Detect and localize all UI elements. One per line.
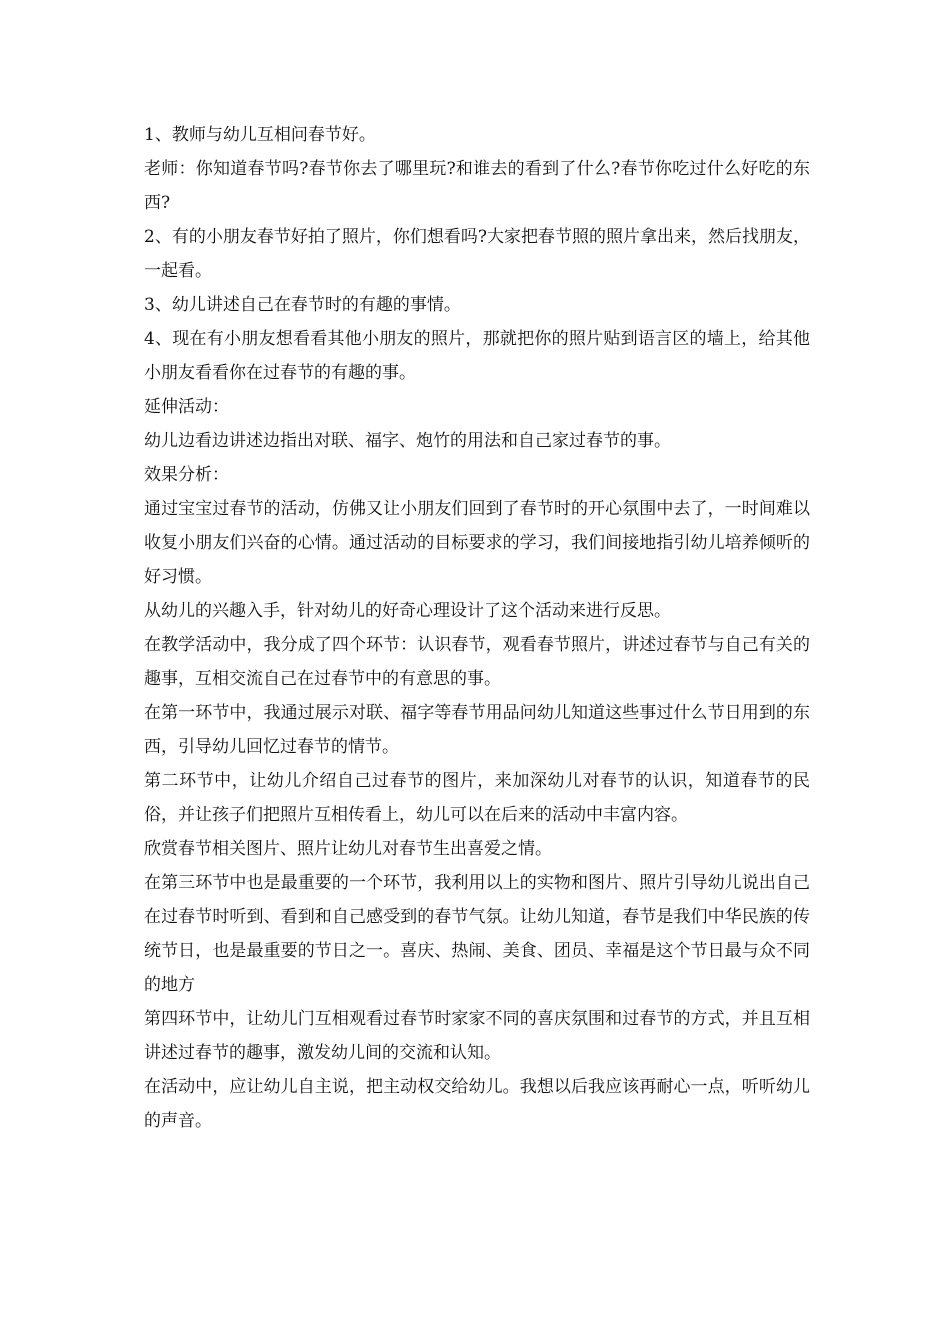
paragraph-12: 在第一环节中，我通过展示对联、福字等春节用品问幼儿知道这些事过什么节日用到的东西，引导幼儿回忆过春节的情节。 — [144, 703, 810, 757]
paragraph-13: 第二环节中，让幼儿介绍自己过春节的图片，来加深幼儿对春节的认识，知道春节的民俗，并让孩子们把照片互相传看上，幼儿可以在后来的活动中丰富内容。 — [144, 771, 810, 825]
paragraph-5: 4、现在有小朋友想看看其他小朋友的照片，那就把你的照片贴到语言区的墙上，给其他小朋友看看你在过春节的有趣的事。 — [144, 329, 810, 383]
paragraph-17: 在活动中，应让幼儿自主说，把主动权交给幼儿。我想以后我应该再耐心一点，听听幼儿的声音。 — [144, 1077, 810, 1131]
paragraph-10: 从幼儿的兴趣入手，针对幼儿的好奇心理设计了这个活动来进行反思。 — [144, 601, 671, 621]
paragraph-4: 3、幼儿讲述自己在春节时的有趣的事情。 — [144, 295, 461, 315]
paragraph-1: 1、教师与幼儿互相问春节好。 — [144, 125, 376, 145]
paragraph-14: 欣赏春节相关图片、照片让幼儿对春节生出喜爱之情。 — [144, 839, 552, 859]
paragraph-16: 第四环节中，让幼儿门互相观看过春节时家家不同的喜庆氛围和过春节的方式，并且互相讲述过春节的趣事，激发幼儿间的交流和认知。 — [144, 1009, 810, 1063]
section-heading-analysis: 效果分析： — [144, 465, 229, 485]
document-body — [144, 118, 810, 1138]
paragraph-7: 幼儿边看边讲述边指出对联、福字、炮竹的用法和自己家过春节的事。 — [144, 431, 671, 451]
paragraph-3: 2、有的小朋友春节好拍了照片，你们想看吗?大家把春节照的照片拿出来，然后找朋友，一起看。 — [144, 227, 810, 281]
paragraph-9: 通过宝宝过春节的活动，仿佛又让小朋友们回到了春节时的开心氛围中去了，一时间难以收复小朋友们兴奋的心情。通过活动的目标要求的学习，我们间接地指引幼儿培养倾听的好习惯。 — [144, 499, 810, 587]
paragraph-11: 在教学活动中，我分成了四个环节：认识春节，观看春节照片，讲述过春节与自己有关的趣事，互相交流自己在过春节中的有意思的事。 — [144, 635, 810, 689]
paragraph-2: 老师：你知道春节吗?春节你去了哪里玩?和谁去的看到了什么?春节你吃过什么好吃的东西? — [144, 159, 810, 213]
paragraph-15: 在第三环节中也是最重要的一个环节，我利用以上的实物和图片、照片引导幼儿说出自己在过春节时听到、看到和自己感受到的春节气氛。让幼儿知道，春节是我们中华民族的传统节日，也是最重要的节日之一。喜庆、热闹、美食、团员、幸福是这个节日最与众不同的地方 — [144, 873, 810, 995]
section-heading-extension: 延伸活动： — [144, 397, 229, 417]
